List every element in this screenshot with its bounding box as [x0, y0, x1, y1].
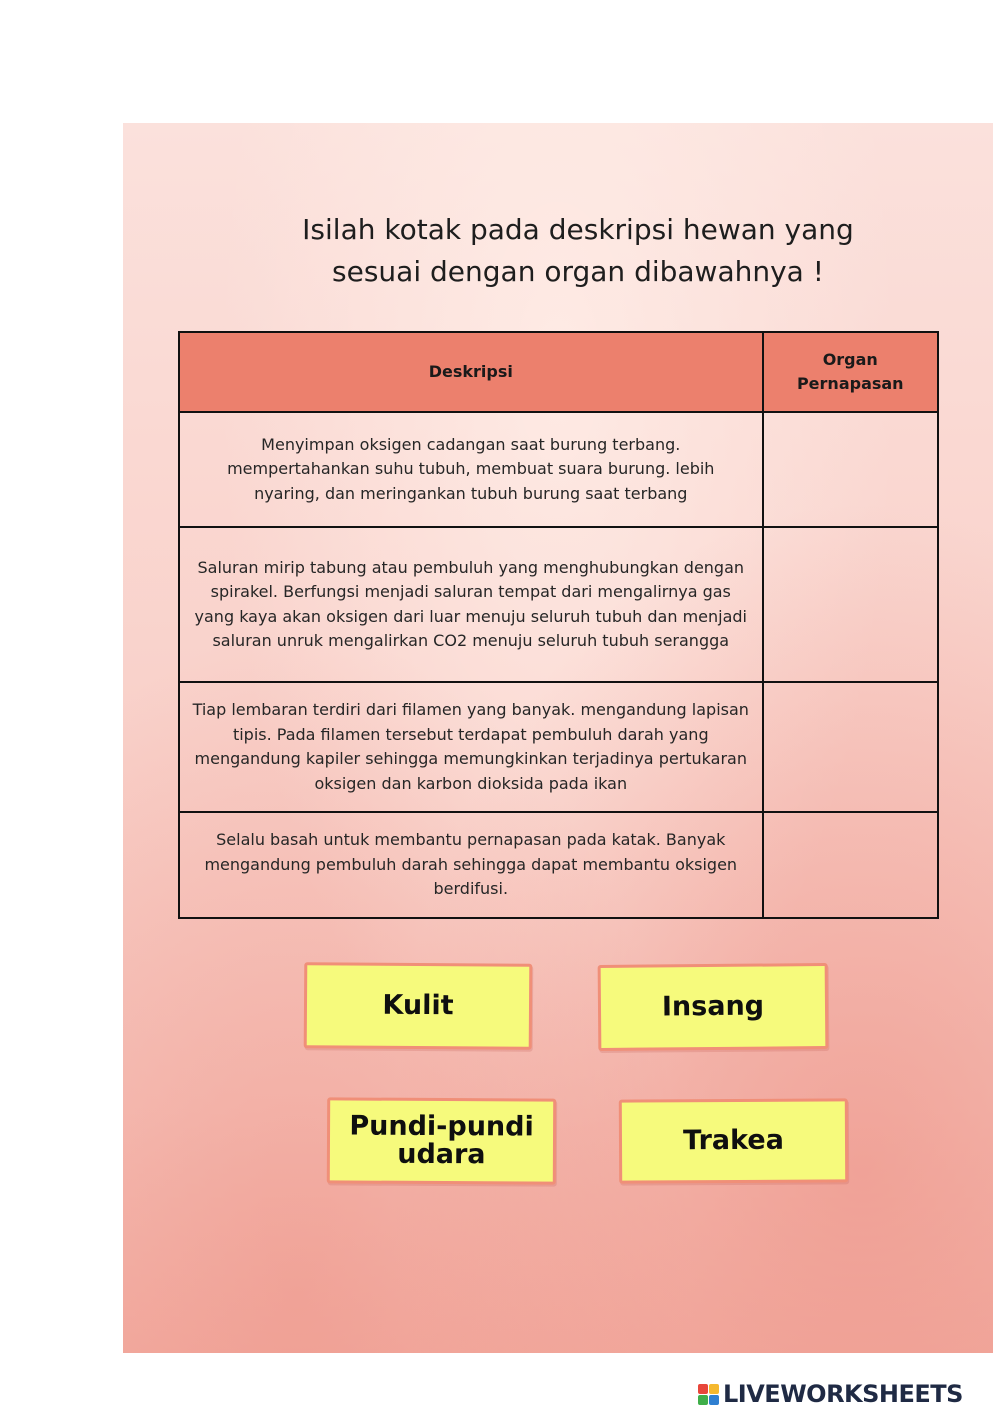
table-header-row — [179, 332, 938, 412]
worksheet-title: Isilah kotak pada deskripsi hewan yang sesuai dengan organ dibawahnya ! — [302, 213, 854, 288]
logo-square-green — [698, 1395, 708, 1405]
logo-square-blue — [709, 1395, 719, 1405]
description-cell: Selalu basah untuk membantu pernapasan pada katak. Banyak mengandung pembuluh darah sehingga dapat membantu oksigen berdifusi. — [179, 812, 763, 918]
header-description: Deskripsi — [179, 332, 763, 412]
table-row — [179, 682, 938, 812]
option-pundi-label-line1: Pundi-pundi — [349, 1110, 534, 1143]
answer-drop-box-4[interactable] — [763, 812, 938, 918]
logo-square-yellow — [709, 1384, 719, 1394]
answer-drop-box-2[interactable] — [763, 527, 938, 682]
option-insang-label: Insang — [661, 990, 765, 1023]
logo-square-red — [698, 1384, 708, 1394]
option-insang-chip[interactable] — [598, 963, 829, 1051]
table-row — [179, 412, 938, 527]
worksheet-page — [123, 123, 993, 1353]
option-trakea-label: Trakea — [683, 1124, 784, 1157]
liveworksheets-logo-icon — [698, 1384, 719, 1405]
matching-table — [178, 331, 939, 919]
table-row — [179, 527, 938, 682]
option-pundi-pundi-udara-chip[interactable] — [327, 1097, 556, 1184]
option-trakea-chip[interactable] — [619, 1098, 848, 1183]
answer-drop-box-3[interactable] — [763, 682, 938, 812]
liveworksheets-logo — [698, 1379, 963, 1409]
header-organ: Organ Pernapasan — [763, 332, 938, 412]
option-kulit-label: Kulit — [382, 989, 454, 1022]
description-cell: Tiap lembaran terdiri dari filamen yang banyak. mengandung lapisan tipis. Pada filamen tersebut terdapat pembuluh darah yang mengandung kapiler sehingga memungkinkan terjadinya pertukaran oksigen dan karbon dioksida pada ikan — [179, 682, 763, 812]
logo-text: LIVEWORKSHEETS — [723, 1380, 963, 1408]
table-row — [179, 812, 938, 918]
option-kulit-chip[interactable] — [304, 962, 533, 1050]
description-cell: Saluran mirip tabung atau pembuluh yang menghubungkan dengan spirakel. Berfungsi menjadi saluran tempat dari mengalirnya gas yang kaya akan oksigen dari luar menuju seluruh tubuh dan menjadi saluran unruk mengalirkan CO2 menuju seluruh tubuh serangga — [179, 527, 763, 682]
answer-drop-box-1[interactable] — [763, 412, 938, 527]
option-pundi-label-line2: udara — [397, 1138, 486, 1171]
description-cell: Menyimpan oksigen cadangan saat burung terbang. mempertahankan suhu tubuh, membuat suara burung. lebih nyaring, dan meringankan tubuh burung saat terbang — [179, 412, 763, 527]
